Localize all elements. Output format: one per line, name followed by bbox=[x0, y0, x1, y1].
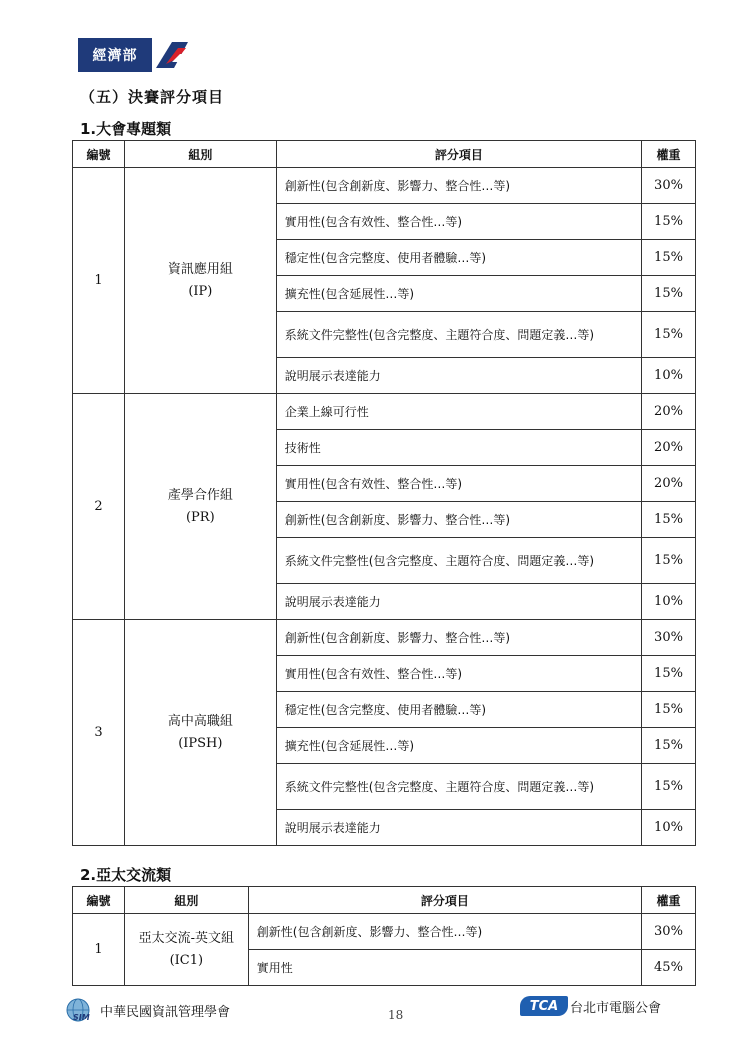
table-row bbox=[73, 620, 696, 656]
group-number: 1 bbox=[73, 168, 125, 394]
group-name: 資訊應用組 bbox=[167, 261, 233, 277]
weight: 20% bbox=[642, 430, 696, 466]
group-name-cell bbox=[124, 914, 248, 986]
criterion: 實用性(包含有效性、整合性…等) bbox=[276, 466, 641, 502]
table-row bbox=[73, 168, 696, 204]
col-item-header: 評分項目 bbox=[276, 141, 641, 168]
group-code: (PR) bbox=[185, 509, 215, 525]
criterion: 創新性(包含創新度、影響力、整合性…等) bbox=[276, 168, 641, 204]
weight: 15% bbox=[642, 538, 696, 584]
scoring-table-asia-pacific bbox=[72, 886, 696, 986]
weight: 15% bbox=[642, 240, 696, 276]
table-row bbox=[73, 914, 696, 950]
table2-title: 2.亞太交流類 bbox=[80, 866, 172, 884]
criterion: 系統文件完整性(包含完整度、主題符合度、問題定義…等) bbox=[276, 312, 641, 358]
table1-title: 1.大會專題類 bbox=[80, 120, 172, 138]
col-number-header: 編號 bbox=[73, 141, 125, 168]
criterion: 擴充性(包含延展性…等) bbox=[276, 728, 641, 764]
tca-logo-icon: TCA bbox=[520, 996, 568, 1016]
group-code: (IC1) bbox=[169, 952, 204, 968]
table-header-row bbox=[73, 141, 696, 168]
footer-left-org: 中華民國資訊管理學會 bbox=[100, 1004, 231, 1020]
ministry-logo-text: 經濟部 bbox=[78, 38, 152, 72]
criterion: 穩定性(包含完整度、使用者體驗…等) bbox=[276, 692, 641, 728]
col-weight-header: 權重 bbox=[642, 141, 696, 168]
group-name: 產學合作組 bbox=[167, 487, 233, 503]
sim-globe-icon bbox=[64, 996, 96, 1024]
sim-logo-text: SIM bbox=[73, 1013, 90, 1022]
criterion: 實用性 bbox=[248, 950, 641, 986]
page-number: 18 bbox=[388, 1008, 404, 1022]
group-number: 1 bbox=[73, 914, 125, 986]
criterion: 創新性(包含創新度、影響力、整合性…等) bbox=[276, 620, 641, 656]
ministry-emblem-icon bbox=[152, 38, 190, 72]
group-name: 高中高職組 bbox=[167, 713, 233, 729]
footer-right-org: 台北市電腦公會 bbox=[570, 1000, 662, 1016]
group-code: (IPSH) bbox=[178, 735, 223, 751]
criterion: 技術性 bbox=[276, 430, 641, 466]
weight: 10% bbox=[642, 358, 696, 394]
criterion: 創新性(包含創新度、影響力、整合性…等) bbox=[276, 502, 641, 538]
criterion: 說明展示表達能力 bbox=[276, 584, 641, 620]
criterion: 系統文件完整性(包含完整度、主題符合度、問題定義…等) bbox=[276, 764, 641, 810]
criterion: 穩定性(包含完整度、使用者體驗…等) bbox=[276, 240, 641, 276]
weight: 20% bbox=[642, 466, 696, 502]
weight: 10% bbox=[642, 810, 696, 846]
weight: 30% bbox=[642, 620, 696, 656]
weight: 15% bbox=[642, 728, 696, 764]
weight: 15% bbox=[642, 204, 696, 240]
criterion: 創新性(包含創新度、影響力、整合性…等) bbox=[248, 914, 641, 950]
criterion: 實用性(包含有效性、整合性…等) bbox=[276, 656, 641, 692]
group-name-cell bbox=[124, 620, 276, 846]
scoring-table-main bbox=[72, 140, 696, 846]
weight: 15% bbox=[642, 502, 696, 538]
col-item-header: 評分項目 bbox=[248, 887, 641, 914]
footer-right bbox=[520, 996, 661, 1016]
group-number: 2 bbox=[73, 394, 125, 620]
table-header-row bbox=[73, 887, 696, 914]
group-code: (IP) bbox=[188, 283, 213, 299]
weight: 30% bbox=[642, 168, 696, 204]
footer-left bbox=[64, 996, 230, 1024]
criterion: 說明展示表達能力 bbox=[276, 358, 641, 394]
weight: 15% bbox=[642, 692, 696, 728]
group-name-cell bbox=[124, 168, 276, 394]
group-name: 亞太交流-英文組 bbox=[138, 930, 235, 946]
weight: 10% bbox=[642, 584, 696, 620]
col-number-header: 編號 bbox=[73, 887, 125, 914]
criterion: 實用性(包含有效性、整合性…等) bbox=[276, 204, 641, 240]
weight: 45% bbox=[641, 950, 695, 986]
col-group-header: 組別 bbox=[124, 887, 248, 914]
col-weight-header: 權重 bbox=[641, 887, 695, 914]
weight: 15% bbox=[642, 764, 696, 810]
ministry-logo bbox=[78, 38, 190, 72]
criterion: 系統文件完整性(包含完整度、主題符合度、問題定義…等) bbox=[276, 538, 641, 584]
group-number: 3 bbox=[73, 620, 125, 846]
section-title: （五）決賽評分項目 bbox=[80, 88, 225, 106]
weight: 15% bbox=[642, 656, 696, 692]
weight: 30% bbox=[641, 914, 695, 950]
weight: 20% bbox=[642, 394, 696, 430]
col-group-header: 組別 bbox=[124, 141, 276, 168]
criterion: 擴充性(包含延展性…等) bbox=[276, 276, 641, 312]
table-row bbox=[73, 394, 696, 430]
criterion: 企業上線可行性 bbox=[276, 394, 641, 430]
weight: 15% bbox=[642, 312, 696, 358]
group-name-cell bbox=[124, 394, 276, 620]
criterion: 說明展示表達能力 bbox=[276, 810, 641, 846]
weight: 15% bbox=[642, 276, 696, 312]
